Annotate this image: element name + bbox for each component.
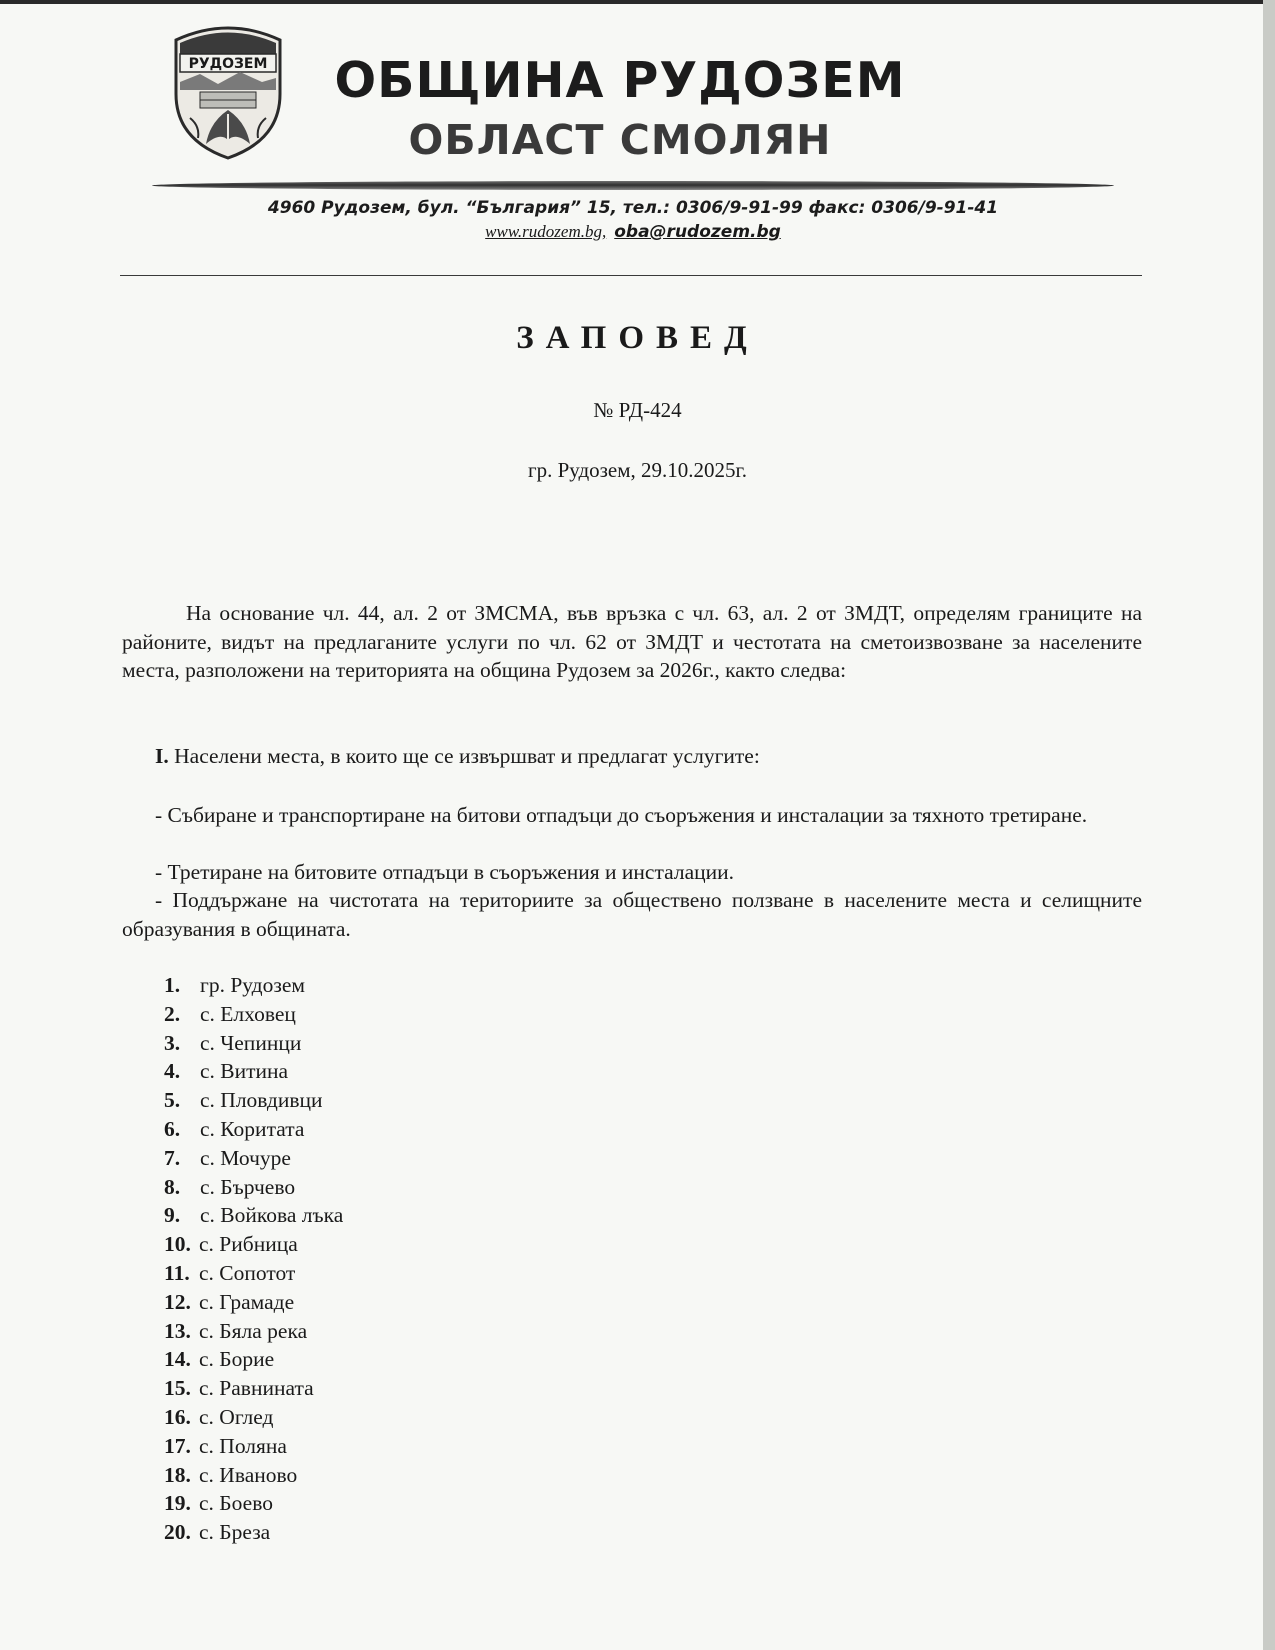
list-item: 12. с. Грамаде: [164, 1289, 295, 1314]
scan-right-edge: [1263, 0, 1275, 1650]
settlements-list: [164, 971, 343, 1547]
list-item: 1. гр. Рудозем: [164, 973, 306, 997]
header-rule: [152, 181, 1114, 190]
section-text: Населени места, в които ще се извършват и предлагат услугите:: [174, 744, 760, 768]
email-link[interactable]: oba@rudozem.bg: [614, 222, 781, 242]
list-item: 18. с. Иваново: [164, 1462, 298, 1487]
list-item: 14. с. Борие: [164, 1347, 275, 1372]
list-item: 4. с. Витина: [164, 1059, 289, 1084]
list-item: 11. с. Сопотот: [164, 1260, 296, 1285]
list-item: 7. с. Мочуре: [164, 1145, 291, 1170]
web-contact-line: [150, 222, 1116, 242]
org-name: ОБЩИНА РУДОЗЕМ: [334, 52, 906, 109]
section-number: I.: [155, 744, 169, 768]
list-item: 10. с. Рибница: [164, 1232, 298, 1257]
service-bullet-treatment: - Третиране на битовите отпадъци в съоръжения и инсталации.: [155, 860, 734, 884]
list-item: 5. с. Пловдивци: [164, 1088, 323, 1113]
contact-line: 4960 Рудозем, бул. “България” 15, тел.: 0306/9-91-99 факс: 0306/9-91-41: [267, 198, 999, 218]
list-item: 2. с. Елховец: [164, 1001, 296, 1026]
org-region: ОБЛАСТ СМОЛЯН: [408, 116, 832, 164]
list-item: 8. с. Бърчево: [164, 1174, 296, 1199]
intro-paragraph: На основание чл. 44, ал. 2 от ЗМСМА, във връзка с чл. 63, ал. 2 от ЗМДТ, определям границите на районите, видът на предлаганите услуги по чл. 62 от ЗМДТ и честотата на сметоизвозване за населените места, разположени на територията на община Рудозем за 2026г., както следва:: [122, 601, 1142, 682]
list-item: 17. с. Поляна: [164, 1433, 287, 1458]
document-title: ЗАПОВЕД: [516, 320, 759, 356]
header-divider: [120, 275, 1142, 276]
section-heading: [122, 742, 1175, 771]
document-place-date: гр. Рудозем, 29.10.2025г.: [527, 458, 748, 482]
list-item: 9. с. Войкова лъка: [164, 1203, 344, 1228]
list-item: 3. с. Чепинци: [164, 1030, 302, 1055]
document-number: № РД-424: [593, 398, 682, 422]
list-item: 16. с. Оглед: [164, 1404, 274, 1429]
rudozem-coat-of-arms-logo: [170, 22, 286, 162]
list-item: 20. с. Бреза: [164, 1520, 271, 1545]
scan-top-edge: [0, 0, 1275, 4]
list-item: 19. с. Боево: [164, 1491, 273, 1516]
list-item: 13. с. Бяла река: [164, 1318, 308, 1343]
website-link[interactable]: www.rudozem.bg,: [485, 222, 607, 241]
svg-text:РУДОЗЕМ: РУДОЗЕМ: [188, 56, 268, 72]
list-item: 6. с. Коритата: [164, 1116, 305, 1141]
service-bullet-cleanliness: - Поддържане на чистотата на териториите за обществено ползване в населените места и селищните образувания в общината.: [122, 888, 1142, 941]
list-item: 15. с. Равнината: [164, 1376, 314, 1401]
service-bullet-collection: - Събиране и транспортиране на битови отпадъци до съоръжения и инсталации за тяхното третиране.: [155, 803, 1088, 827]
